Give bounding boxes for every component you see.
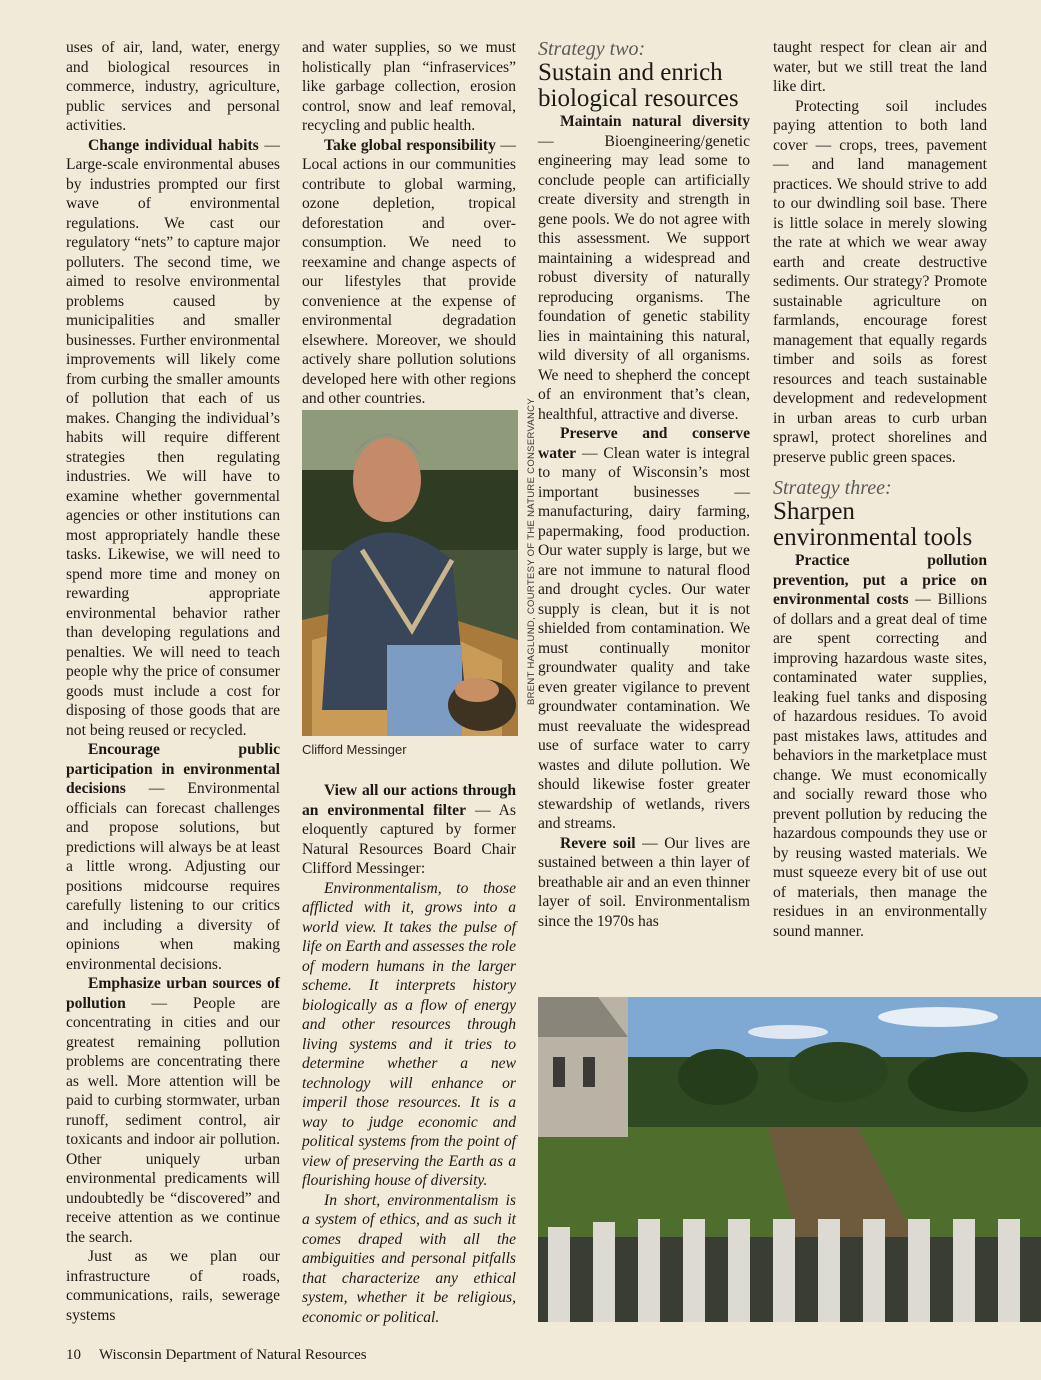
text-column-1	[66, 38, 280, 1325]
run-in-heading: Revere soil	[560, 834, 636, 852]
garden-illustration	[538, 997, 1041, 1322]
text-column-2-lower	[302, 781, 516, 1327]
quote-paragraph: In short, environmentalism is a system of ethics, and as such it comes draped with all the ambiguities and personal pitfalls that characterize any ethical system, whether it be religious, economic or political.	[302, 1191, 516, 1326]
paragraph-body: — People are concentrating in cities and our greatest remaining pollution problems are concentrating there as well. More attention will be paid to curbing stormwater, urban runoff, sediment control, air toxicants and indoor air pollution. Other uniquely urban environmental predicaments will undoubtedly be “discovered” and receive attention as we continue the search.	[66, 994, 280, 1246]
paragraph: Protecting soil includes paying attention to both land cover — crops, trees, pavement — and land management practices. We should strive to add to our dwindling soil base. There is little solace in merely slowing the rate at which we wear away earth and create destructive sediments. Our strategy? Promote sustainable agriculture on farmlands, encourage forest management that equally regards timber and soils as forest resources and teach sustainable development and redevelopment in urban areas to curb urban sprawl, protect shorelines and preserve public green spaces.	[773, 97, 987, 466]
portrait-photo	[302, 410, 518, 736]
strategy-kicker: Strategy two:	[538, 38, 646, 60]
paragraph	[66, 136, 280, 741]
publication-name: Wisconsin Department of Natural Resources	[99, 1347, 367, 1363]
paragraph	[302, 781, 516, 879]
page-footer	[66, 1347, 367, 1364]
run-in-heading: Preserve and conserve water	[538, 425, 750, 462]
run-in-heading: Take global responsibility	[324, 136, 496, 154]
paragraph: uses of air, land, water, energy and biological resources in commerce, industry, agriculture, public services and personal activities.	[66, 39, 280, 134]
run-in-heading: View all our actions through an environmental filter	[302, 782, 516, 819]
paragraph-body: — As eloquently captured by former Natural Resources Board Chair Clifford Messinger:	[302, 801, 516, 877]
strategy-title: Sustain and enrich biological resources	[538, 59, 739, 112]
text-column-4	[773, 38, 987, 941]
paragraph	[538, 112, 750, 424]
run-in-heading: Emphasize urban sources of pollution	[66, 975, 280, 1012]
quote-paragraph: Environmentalism, to those afflicted with it, grows into a world view. It takes the pulse of life on Earth and assesses the role of modern humans in the larger scheme. It interprets history biologically as a flow of energy and other resources through living systems and it tries to determine whether a new technology will enhance or imperil those resources. It is a way to judge economic and political systems from the point of view of preserving the Earth as a flourishing house of diversity.	[302, 879, 516, 1189]
run-in-heading: Practice pollution prevention, put a price on environmental costs	[773, 552, 987, 608]
paragraph	[66, 974, 280, 1247]
run-in-heading: Change individual habits	[88, 136, 259, 154]
strategy-kicker: Strategy three:	[773, 477, 892, 499]
text-column-3	[538, 38, 750, 931]
run-in-heading: Maintain natural diversity	[560, 113, 750, 130]
portrait-illustration	[302, 410, 518, 736]
paragraph	[538, 424, 750, 834]
paragraph-body: — Local actions in our communities contribute to global warming, ozone depletion, tropical deforestation and over-consumption. We need to reexamine and change aspects of our lifestyles that provide convenience at the expense of environmental degradation elsewhere. Moreover, we should actively share pollution solutions developed here with other regions and other countries.	[302, 136, 516, 407]
strategy-title: Sharpen environmental tools	[773, 498, 973, 551]
photo-caption: Clifford Messinger	[302, 742, 407, 757]
paragraph: taught respect for clean air and water, but we still treat the land like dirt.	[773, 39, 987, 95]
paragraph: Just as we plan our infrastructure of roads, communications, rails, sewerage systems	[66, 1248, 280, 1324]
paragraph	[773, 551, 987, 941]
paragraph-body: — Large-scale environmental abuses by industries prompted our first wave of environmental regulations. We cast our regulatory “nets” to capture major polluters. The second time, we aimed to resolve environmental problems caused by municipalities and smaller businesses. Further environmental improvements will likely come from curbing the smaller amounts of pollution that each of us makes. Changing the individual’s habits will require different strategies then regulating industries. We will have to examine whether governmental agencies or other institutions can most appropriately handle these tasks. Likewise, we will need to spend more time and money on rewarding appropriate environmental behavior rather than developing regulations and penalties. We will need to teach people why the price of consumer goods must include a cost for disposing of those goods that are not being reused or recycled.	[66, 136, 280, 739]
paragraph	[302, 136, 516, 409]
photo-credit: BRENT HAGLUND, COURTESY OF THE NATURE CONSERVANCY	[526, 398, 537, 705]
run-in-heading: Encourage public participation in environmental decisions	[66, 741, 280, 797]
paragraph-body: — Billions of dollars and a great deal of time are spent correcting and improving hazardous waste sites, contaminated water supplies, leaking fuel tanks and disposing of hazardous residues. To avoid past mistakes laws, attitudes and behaviors in the marketplace must change. We must economically and socially reward those who prevent pollution by reducing the hazardous compounds they use or by reusing wasted materials. We must squeeze every bit of use out of materials, then manage the residues in an environmentally sound manner.	[773, 591, 987, 940]
paragraph	[66, 740, 280, 974]
paragraph: and water supplies, so we must holistically plan “infraservices” like garbage collection, erosion control, snow and leaf removal, recycling and public health.	[302, 39, 516, 134]
paragraph	[538, 834, 750, 932]
paragraph-body: — Environmental officials can forecast challenges and propose solutions, but predictions will always be at least a little wrong. Adjusting our positions midcourse requires carefully listening to our critics and including a diversity of opinions when making environmental decisions.	[66, 780, 280, 973]
page-number: 10	[66, 1347, 81, 1363]
garden-photo	[538, 997, 1041, 1322]
paragraph-body: — Clean water is integral to many of Wisconsin’s most important businesses — manufacturing, dairy farming, papermaking, food production. Our water supply is large, but we are not immune to natural flood and drought cycles. Our water supply is clean, but it is not shielded from contamination. We must continually monitor groundwater quality and take even greater vigilance to prevent groundwater contamination. We must reevaluate the widespread use of surface water to carry wastes and dilute pollution. We should likewise foster greater stewardship of wetlands, rivers and streams.	[538, 444, 750, 832]
paragraph-body: — Our lives are sustained between a thin layer of breathable air and an even thinner layer of soil. Environmentalism since the 1970s has	[538, 834, 750, 930]
text-column-2	[302, 38, 516, 409]
paragraph-body: — Bioengineering/genetic engineering may lead some to conclude people can artificially create diversity and strength in gene pools. We do not agree with this assessment. We support maintaining a widespread and robust diversity of naturally reproducing organisms. The foundation of genetic stability lies in maintaining this natural, wild diversity of all organisms. We need to shepherd the concept of an environment that’s clean, healthful, attractive and diverse.	[538, 132, 750, 423]
